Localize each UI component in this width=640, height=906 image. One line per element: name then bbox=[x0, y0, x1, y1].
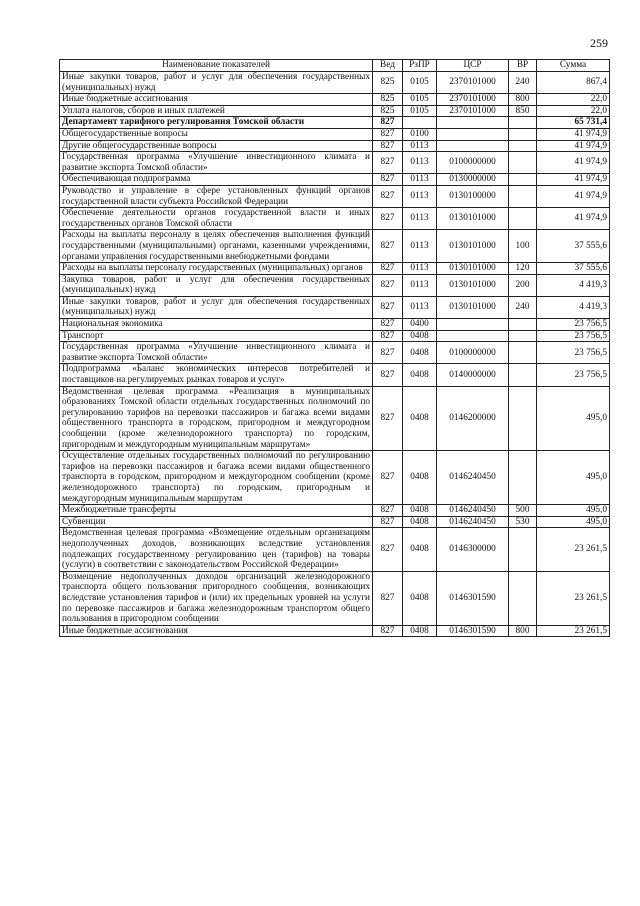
cell-csr bbox=[437, 128, 509, 140]
cell-csr: 0130100000 bbox=[437, 185, 509, 207]
cell-rzpr: 0105 bbox=[403, 94, 437, 106]
cell-name: Иные бюджетные ассигнования bbox=[60, 625, 373, 637]
cell-sum: 41 974,9 bbox=[537, 128, 610, 140]
cell-rzpr: 0408 bbox=[403, 342, 437, 364]
cell-sum: 867,4 bbox=[537, 72, 610, 94]
cell-vr bbox=[509, 528, 537, 571]
cell-vr bbox=[509, 128, 537, 140]
cell-ved: 827 bbox=[373, 185, 403, 207]
cell-rzpr: 0105 bbox=[403, 72, 437, 94]
table-row bbox=[60, 105, 610, 117]
cell-name: Субвенции bbox=[60, 516, 373, 528]
cell-ved: 827 bbox=[373, 528, 403, 571]
cell-csr: 2370101000 bbox=[437, 72, 509, 94]
cell-sum: 41 974,9 bbox=[537, 185, 610, 207]
cell-rzpr: 0408 bbox=[403, 571, 437, 625]
table-row bbox=[60, 625, 610, 637]
cell-sum: 23 756,5 bbox=[537, 330, 610, 342]
cell-vr bbox=[509, 152, 537, 174]
cell-ved: 827 bbox=[373, 263, 403, 275]
cell-vr: 120 bbox=[509, 263, 537, 275]
cell-sum: 495,0 bbox=[537, 451, 610, 505]
table-row bbox=[60, 571, 610, 625]
cell-vr bbox=[509, 185, 537, 207]
cell-rzpr: 0408 bbox=[403, 625, 437, 637]
cell-csr: 0130000000 bbox=[437, 174, 509, 186]
cell-ved: 827 bbox=[373, 274, 403, 296]
cell-ved: 827 bbox=[373, 571, 403, 625]
cell-name: Обеспечивающая подпрограмма bbox=[60, 174, 373, 186]
table-row bbox=[60, 296, 610, 318]
cell-name: Расходы на выплаты персоналу в целях обеспечения выполнения функций государственными (муниципальными) органами, казенными учреждениями, органами управления государственными внебюджетными фондами bbox=[60, 230, 373, 263]
cell-sum: 22,0 bbox=[537, 94, 610, 106]
cell-csr: 2370101000 bbox=[437, 94, 509, 106]
cell-csr bbox=[437, 140, 509, 152]
table-row bbox=[60, 505, 610, 517]
cell-name: Уплата налогов, сборов и иных платежей bbox=[60, 105, 373, 117]
cell-name: Общегосударственные вопросы bbox=[60, 128, 373, 140]
cell-sum: 23 756,5 bbox=[537, 342, 610, 364]
table-row bbox=[60, 516, 610, 528]
cell-vr: 240 bbox=[509, 72, 537, 94]
cell-sum: 41 974,9 bbox=[537, 174, 610, 186]
table-row bbox=[60, 72, 610, 94]
cell-name: Национальная экономика bbox=[60, 319, 373, 331]
table-row bbox=[60, 364, 610, 386]
cell-name: Транспорт bbox=[60, 330, 373, 342]
cell-name: Государственная программа «Улучшение инвестиционного климата и развитие экспорта Томской области» bbox=[60, 342, 373, 364]
cell-rzpr: 0408 bbox=[403, 505, 437, 517]
cell-name: Осуществление отдельных государственных полномочий по регулированию тарифов на перевозки пассажиров и багажа всеми видами общественного транспорта в городском, пригородном и междугородном сообщении (кроме железнодорожного транспорта) по городским, пригородным и междугородным муниципальным маршрутам bbox=[60, 451, 373, 505]
cell-sum: 41 974,9 bbox=[537, 140, 610, 152]
cell-sum: 65 731,4 bbox=[537, 117, 610, 129]
header-name: Наименование показателей bbox=[60, 60, 373, 72]
cell-ved: 825 bbox=[373, 94, 403, 106]
cell-csr: 0130101000 bbox=[437, 296, 509, 318]
header-ved: Вед bbox=[373, 60, 403, 72]
cell-csr: 0100000000 bbox=[437, 342, 509, 364]
table-row bbox=[60, 117, 610, 129]
cell-vr: 800 bbox=[509, 625, 537, 637]
cell-rzpr: 0408 bbox=[403, 386, 437, 451]
cell-vr: 800 bbox=[509, 94, 537, 106]
cell-sum: 4 419,3 bbox=[537, 274, 610, 296]
table-row bbox=[60, 230, 610, 263]
cell-rzpr: 0113 bbox=[403, 174, 437, 186]
table-row bbox=[60, 263, 610, 275]
cell-name: Другие общегосударственные вопросы bbox=[60, 140, 373, 152]
cell-sum: 23 756,5 bbox=[537, 364, 610, 386]
table-row bbox=[60, 94, 610, 106]
cell-rzpr: 0113 bbox=[403, 208, 437, 230]
cell-sum: 495,0 bbox=[537, 516, 610, 528]
cell-csr bbox=[437, 330, 509, 342]
header-rzpr: РзПР bbox=[403, 60, 437, 72]
budget-table bbox=[59, 59, 610, 637]
cell-name: Возмещение недополученных доходов организаций железнодорожного транспорта общего пользования пригородного сообщения, возникающих вследствие установления тарифов и (или) их предельных уровней на услуги по перевозке пассажиров и багажа железнодорожным транспортом общего пользования в пригородном сообщении bbox=[60, 571, 373, 625]
cell-vr: 200 bbox=[509, 274, 537, 296]
table-row bbox=[60, 174, 610, 186]
cell-ved: 827 bbox=[373, 117, 403, 129]
table-row bbox=[60, 451, 610, 505]
cell-rzpr: 0113 bbox=[403, 230, 437, 263]
cell-rzpr bbox=[403, 117, 437, 129]
cell-rzpr: 0100 bbox=[403, 128, 437, 140]
cell-ved: 827 bbox=[373, 330, 403, 342]
cell-ved: 827 bbox=[373, 625, 403, 637]
cell-name: Закупка товаров, работ и услуг для обеспечения государственных (муниципальных) нужд bbox=[60, 274, 373, 296]
cell-ved: 825 bbox=[373, 72, 403, 94]
cell-rzpr: 0113 bbox=[403, 185, 437, 207]
cell-csr: 0140000000 bbox=[437, 364, 509, 386]
cell-name: Иные бюджетные ассигнования bbox=[60, 94, 373, 106]
table-row bbox=[60, 128, 610, 140]
table-row bbox=[60, 319, 610, 331]
cell-vr: 100 bbox=[509, 230, 537, 263]
cell-csr: 0146240450 bbox=[437, 451, 509, 505]
cell-ved: 827 bbox=[373, 174, 403, 186]
table-row bbox=[60, 208, 610, 230]
cell-ved: 827 bbox=[373, 230, 403, 263]
cell-csr: 0146300000 bbox=[437, 528, 509, 571]
cell-ved: 827 bbox=[373, 505, 403, 517]
cell-name: Межбюджетные трансферты bbox=[60, 505, 373, 517]
cell-ved: 827 bbox=[373, 128, 403, 140]
cell-csr: 0146301590 bbox=[437, 571, 509, 625]
cell-sum: 37 555,6 bbox=[537, 263, 610, 275]
cell-sum: 41 974,9 bbox=[537, 208, 610, 230]
cell-sum: 37 555,6 bbox=[537, 230, 610, 263]
cell-ved: 827 bbox=[373, 342, 403, 364]
cell-ved: 827 bbox=[373, 516, 403, 528]
cell-csr bbox=[437, 117, 509, 129]
cell-name: Департамент тарифного регулирования Томской области bbox=[60, 117, 373, 129]
cell-vr bbox=[509, 174, 537, 186]
cell-ved: 827 bbox=[373, 296, 403, 318]
cell-rzpr: 0408 bbox=[403, 364, 437, 386]
cell-csr: 0146240450 bbox=[437, 516, 509, 528]
cell-name: Иные закупки товаров, работ и услуг для обеспечения государственных (муниципальных) нужд bbox=[60, 296, 373, 318]
cell-name: Руководство и управление в сфере установленных функций органов государственной власти субъекта Российской Федерации bbox=[60, 185, 373, 207]
cell-vr bbox=[509, 117, 537, 129]
cell-ved: 827 bbox=[373, 451, 403, 505]
cell-csr: 0146200000 bbox=[437, 386, 509, 451]
cell-csr: 0146301590 bbox=[437, 625, 509, 637]
cell-sum: 23 261,5 bbox=[537, 625, 610, 637]
table-header-row bbox=[60, 60, 610, 72]
cell-csr: 0100000000 bbox=[437, 152, 509, 174]
cell-rzpr: 0408 bbox=[403, 451, 437, 505]
cell-rzpr: 0113 bbox=[403, 140, 437, 152]
cell-name: Обеспечение деятельности органов государственной власти и иных государственных органов Томской области bbox=[60, 208, 373, 230]
cell-vr bbox=[509, 208, 537, 230]
header-csr: ЦСР bbox=[437, 60, 509, 72]
cell-csr: 0146240450 bbox=[437, 505, 509, 517]
header-sum: Сумма bbox=[537, 60, 610, 72]
cell-ved: 827 bbox=[373, 152, 403, 174]
cell-sum: 41 974,9 bbox=[537, 152, 610, 174]
cell-vr bbox=[509, 451, 537, 505]
cell-csr: 0130101000 bbox=[437, 208, 509, 230]
table-row bbox=[60, 342, 610, 364]
table-row bbox=[60, 140, 610, 152]
cell-rzpr: 0408 bbox=[403, 330, 437, 342]
cell-vr bbox=[509, 140, 537, 152]
cell-sum: 495,0 bbox=[537, 505, 610, 517]
cell-ved: 827 bbox=[373, 386, 403, 451]
cell-csr: 2370101000 bbox=[437, 105, 509, 117]
cell-rzpr: 0113 bbox=[403, 296, 437, 318]
cell-name: Иные закупки товаров, работ и услуг для обеспечения государственных (муниципальных) нужд bbox=[60, 72, 373, 94]
cell-rzpr: 0105 bbox=[403, 105, 437, 117]
cell-ved: 827 bbox=[373, 319, 403, 331]
cell-rzpr: 0408 bbox=[403, 516, 437, 528]
cell-sum: 495,0 bbox=[537, 386, 610, 451]
cell-csr bbox=[437, 319, 509, 331]
cell-vr: 850 bbox=[509, 105, 537, 117]
cell-vr bbox=[509, 386, 537, 451]
cell-sum: 23 261,5 bbox=[537, 571, 610, 625]
page-number: 259 bbox=[590, 36, 608, 50]
cell-ved: 825 bbox=[373, 105, 403, 117]
cell-rzpr: 0408 bbox=[403, 528, 437, 571]
cell-name: Расходы на выплаты персоналу государственных (муниципальных) органов bbox=[60, 263, 373, 275]
cell-sum: 4 419,3 bbox=[537, 296, 610, 318]
table-row bbox=[60, 330, 610, 342]
cell-name: Государственная программа «Улучшение инвестиционного климата и развитие экспорта Томской области» bbox=[60, 152, 373, 174]
cell-sum: 23 756,5 bbox=[537, 319, 610, 331]
cell-vr: 500 bbox=[509, 505, 537, 517]
cell-csr: 0130101000 bbox=[437, 230, 509, 263]
cell-name: Ведомственная целевая программа «Реализация в муниципальных образованиях Томской области отдельных государственных полномочий по регулированию тарифов на перевозки пассажиров и багажа всеми видами общественного транспорта в городском, пригородном и междугородном сообщении (кроме железнодорожного транспорта) по городским, пригородным и междугородным муниципальным маршрутам» bbox=[60, 386, 373, 451]
cell-ved: 827 bbox=[373, 364, 403, 386]
cell-vr bbox=[509, 319, 537, 331]
table-row bbox=[60, 386, 610, 451]
cell-rzpr: 0113 bbox=[403, 274, 437, 296]
cell-rzpr: 0113 bbox=[403, 152, 437, 174]
cell-rzpr: 0113 bbox=[403, 263, 437, 275]
cell-name: Подпрограмма «Баланс экономических интересов потребителей и поставщиков на регулируемых рынках товаров и услуг» bbox=[60, 364, 373, 386]
cell-rzpr: 0400 bbox=[403, 319, 437, 331]
table-row bbox=[60, 185, 610, 207]
table-row bbox=[60, 528, 610, 571]
table-row bbox=[60, 274, 610, 296]
cell-vr bbox=[509, 364, 537, 386]
table-row bbox=[60, 152, 610, 174]
cell-name: Ведомственная целевая программа «Возмещение отдельным организациям недополученных доходов, возникающих вследствие установления подлежащих государственному регулированию цен (тарифов) на товары (услуги) в соответствии с законодательством Российской Федерации» bbox=[60, 528, 373, 571]
cell-sum: 23 261,5 bbox=[537, 528, 610, 571]
cell-vr bbox=[509, 571, 537, 625]
cell-sum: 22,0 bbox=[537, 105, 610, 117]
cell-csr: 0130101000 bbox=[437, 274, 509, 296]
cell-ved: 827 bbox=[373, 140, 403, 152]
cell-vr: 240 bbox=[509, 296, 537, 318]
cell-vr bbox=[509, 330, 537, 342]
cell-vr: 530 bbox=[509, 516, 537, 528]
cell-ved: 827 bbox=[373, 208, 403, 230]
cell-csr: 0130101000 bbox=[437, 263, 509, 275]
header-vr: ВР bbox=[509, 60, 537, 72]
cell-vr bbox=[509, 342, 537, 364]
